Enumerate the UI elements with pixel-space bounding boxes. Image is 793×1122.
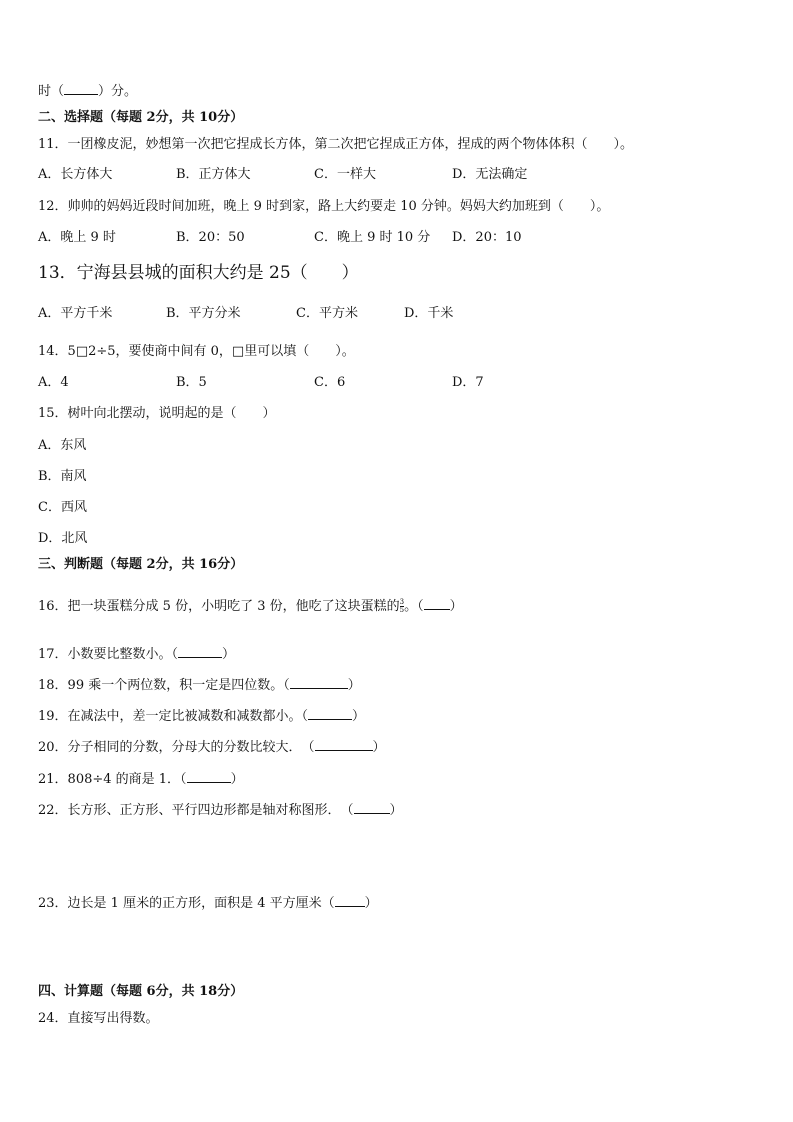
question-14: 14．5□2÷5，要使商中间有 0，□里可以填（ ）。	[38, 344, 355, 359]
question-15: 15．树叶向北摆动，说明起的是（ ）	[38, 406, 276, 421]
option-a[interactable]: A．平方千米	[38, 306, 113, 321]
question-12: 12．帅帅的妈妈近段时间加班，晚上 9 时到家，路上大约要走 10 分钟。妈妈大约加班到（ ）。	[38, 199, 610, 214]
option-b[interactable]: B．5	[176, 375, 207, 390]
answer-blank[interactable]	[424, 597, 450, 610]
answer-blank[interactable]	[64, 82, 98, 95]
answer-blank[interactable]	[315, 738, 373, 751]
question-20: 20．分子相同的分数，分母大的分数比较大． （ ）	[38, 740, 386, 755]
option-d[interactable]: D．北风	[38, 531, 88, 546]
option-c[interactable]: C．晚上 9 时 10 分	[314, 230, 431, 245]
fraction: $\frac{3}{5}$	[399, 598, 405, 614]
answer-blank[interactable]	[354, 801, 390, 814]
option-d[interactable]: D．无法确定	[452, 167, 528, 182]
option-c[interactable]: C．6	[314, 375, 346, 390]
option-d[interactable]: D．20：10	[452, 230, 522, 245]
question-23: 23．边长是 1 厘米的正方形，面积是 4 平方厘米（ ）	[38, 896, 378, 911]
question-11: 11．一团橡皮泥，妙想第一次把它捏成长方体，第二次把它捏成正方体，捏成的两个物体体积（ ）。	[38, 137, 634, 152]
option-b[interactable]: B．南风	[38, 469, 87, 484]
question-16: 16．把一块蛋糕分成 5 份，小明吃了 3 份，他吃了这块蛋糕的 $\frac{3}{5}$ 。（ ）	[38, 598, 463, 614]
top-fragment	[38, 82, 137, 101]
option-d[interactable]: D．千米	[404, 306, 454, 321]
option-c[interactable]: C．西风	[38, 500, 87, 515]
option-a[interactable]: A．晚上 9 时	[38, 230, 116, 245]
question-18: 18．99 乘一个两位数，积一定是四位数。（ ）	[38, 678, 361, 693]
fragment-text-end: ）分。	[98, 84, 138, 99]
option-d[interactable]: D．7	[452, 375, 484, 390]
option-b[interactable]: B．20：50	[176, 230, 245, 245]
question-21: 21．808÷4 的商是 1．（ ）	[38, 772, 244, 787]
option-a[interactable]: A．4	[38, 375, 69, 390]
section-heading-choice: 二、选择题（每题 2分，共 10分）	[38, 110, 244, 125]
question-24: 24．直接写出得数。	[38, 1011, 159, 1026]
option-a[interactable]: A．长方体大	[38, 167, 113, 182]
option-a[interactable]: A．东风	[38, 438, 87, 453]
question-17: 17．小数要比整数小。（ ）	[38, 647, 236, 662]
option-c[interactable]: C．平方米	[296, 306, 358, 321]
section-heading-judgement: 三、判断题（每题 2分，共 16分）	[38, 557, 244, 572]
answer-blank[interactable]	[178, 645, 222, 658]
question-13: 13．宁海县县城的面积大约是 25（ ）	[38, 263, 359, 283]
option-c[interactable]: C．一样大	[314, 167, 376, 182]
answer-blank[interactable]	[187, 770, 231, 783]
answer-blank[interactable]	[308, 707, 352, 720]
option-b[interactable]: B．正方体大	[176, 167, 251, 182]
answer-blank[interactable]	[335, 894, 365, 907]
answer-blank[interactable]	[290, 676, 348, 689]
section-heading-calculation: 四、计算题（每题 6分，共 18分）	[38, 984, 244, 999]
question-22: 22．长方形、正方形、平行四边形都是轴对称图形． （ ）	[38, 803, 403, 818]
fragment-text-start: 时（	[38, 84, 65, 99]
question-19: 19．在减法中，差一定比被减数和减数都小。（ ）	[38, 709, 366, 724]
option-b[interactable]: B．平方分米	[166, 306, 241, 321]
